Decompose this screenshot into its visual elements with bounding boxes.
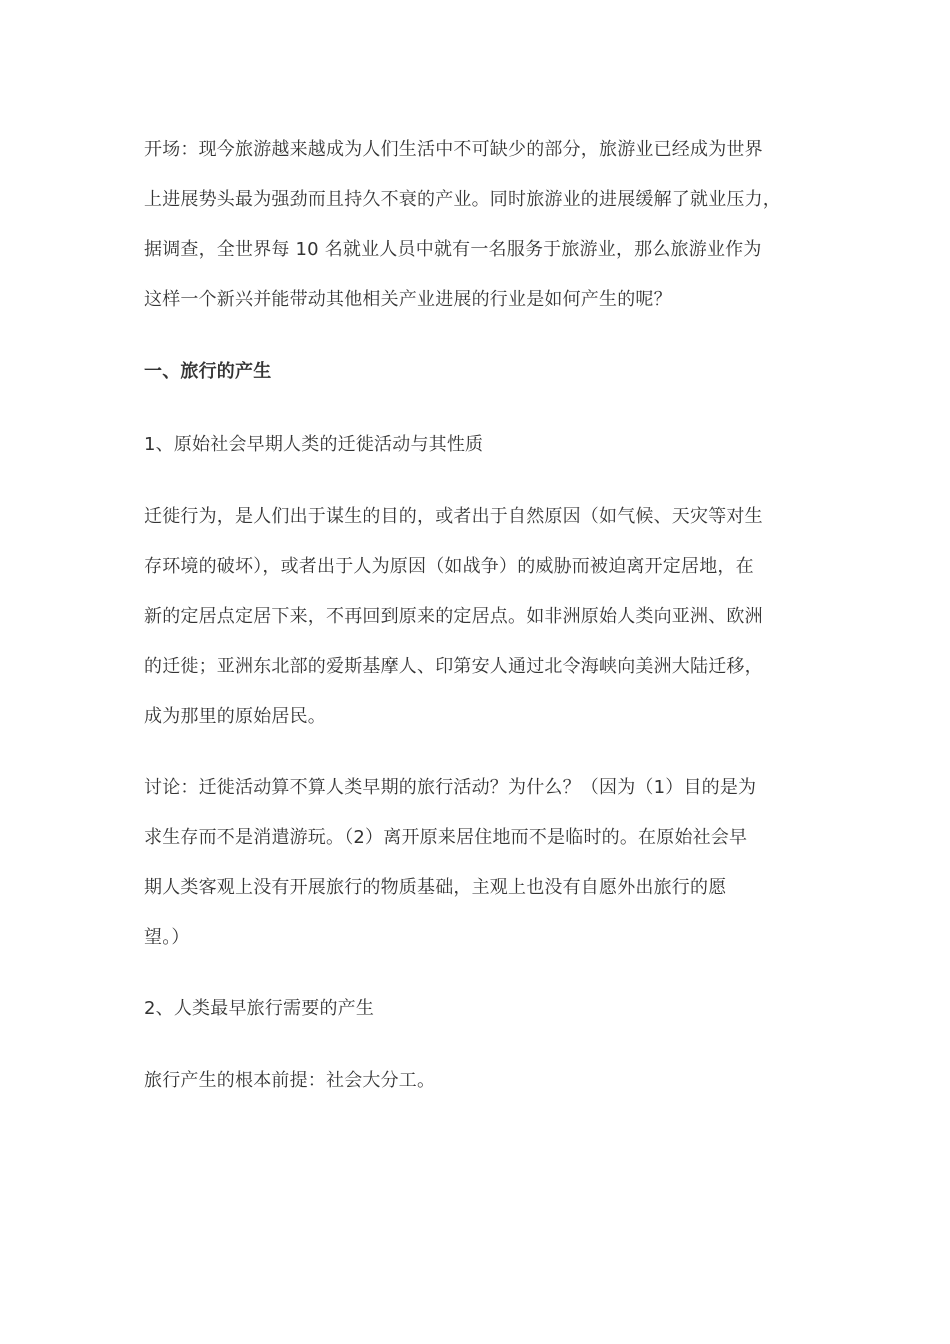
migration-line-1: 迁徙行为，是人们出于谋生的目的，或者出于自然原因（如气候、天灾等对生 — [144, 506, 763, 527]
intro-line-1: 开场：现今旅游越来越成为人们生活中不可缺少的部分，旅游业已经成为世界 — [144, 139, 763, 160]
discussion-line-1: 讨论：迁徙活动算不算人类早期的旅行活动？为什么？（因为（1）目的是为 — [144, 777, 757, 798]
discussion-line-3: 期人类客观上没有开展旅行的物质基础，主观上也没有自愿外出旅行的愿 — [144, 877, 727, 898]
migration-line-4: 的迁徙；亚洲东北部的爱斯基摩人、印第安人通过北令海峡向美洲大陆迁移， — [144, 656, 763, 677]
intro-line-4: 这样一个新兴并能带动其他相关产业进展的行业是如何产生的呢？ — [144, 289, 672, 310]
migration-line-3: 新的定居点定居下来，不再回到原来的定居点。如非洲原始人类向亚洲、欧洲 — [144, 606, 763, 627]
subsection-heading-2: 2、人类最早旅行需要的产生 — [144, 998, 375, 1019]
discussion-line-4: 望。） — [144, 927, 190, 948]
premise-line: 旅行产生的根本前提：社会大分工。 — [144, 1070, 436, 1091]
intro-line-2: 上进展势头最为强劲而且持久不衰的产业。同时旅游业的进展缓解了就业压力， — [144, 189, 781, 210]
migration-line-2: 存环境的破坏），或者出于人为原因（如战争）的威胁而被迫离开定居地，在 — [144, 556, 754, 577]
migration-line-5: 成为那里的原始居民。 — [144, 706, 326, 727]
section-heading: 一、旅行的产生 — [144, 361, 272, 382]
subsection-heading-1: 1、原始社会早期人类的迁徙活动与其性质 — [144, 434, 484, 455]
intro-line-3: 据调查，全世界每 10 名就业人员中就有一名服务于旅游业，那么旅游业作为 — [144, 239, 762, 260]
discussion-line-2: 求生存而不是消遣游玩。（2）离开原来居住地而不是临时的。在原始社会早 — [144, 827, 748, 848]
